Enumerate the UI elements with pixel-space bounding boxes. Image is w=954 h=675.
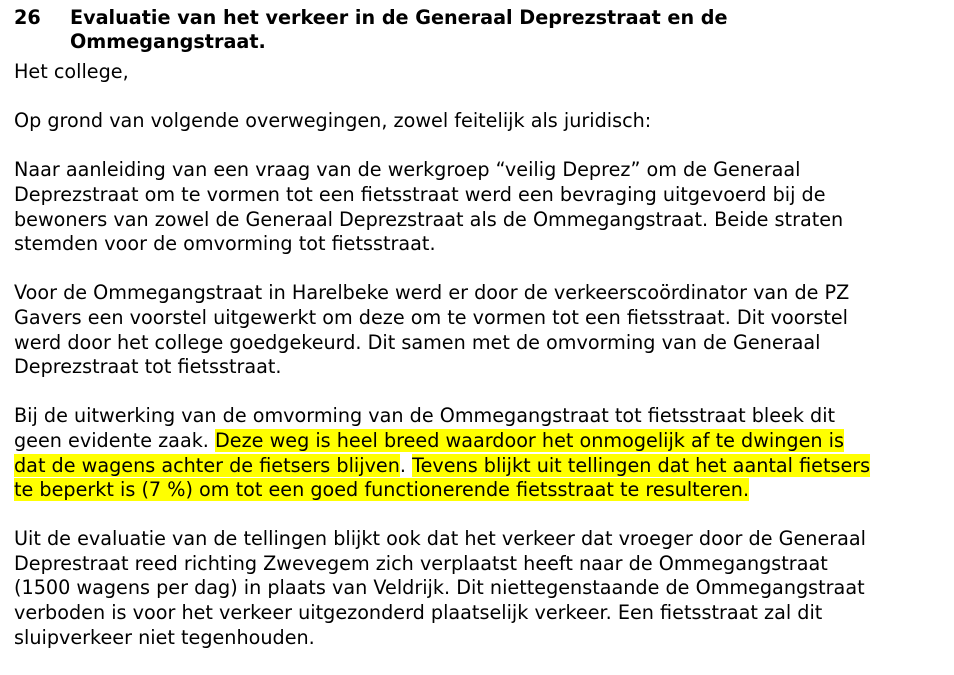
paragraph-elaboration [14, 404, 949, 502]
paragraph-college: Het college, [14, 60, 129, 83]
agenda-item-title: Evaluatie van het verkeer in de Generaal Deprezstraat en de Ommegangstraat. [70, 6, 728, 53]
paragraph-considerations: Op grond van volgende overwegingen, zowel feitelijk als juridisch: [14, 109, 652, 133]
elaboration-text: Bij de uitwerking van de omvorming van de Ommegangstraat tot fietsstraat bleek dit geen evidente zaak. [14, 404, 836, 452]
agenda-item-heading [14, 6, 949, 54]
document-page [14, 6, 949, 675]
highlighted-text-cyclist-count: Tevens blijkt uit tellingen dat het aantal fietsers te beperkt is (7 %) om tot een goed functionerende fietsstraat te resulteren. [14, 453, 871, 502]
highlighted-text-road-width: Deze weg is heel breed waardoor het onmogelijk af te dwingen is dat de wagens achter de fietsers blijven [14, 428, 844, 477]
agenda-item-number: 26 [14, 6, 41, 29]
paragraph-survey: Naar aanleiding van een vraag van de werkgroep “veilig Deprez” om de Generaal Deprezstraat om te vormen tot een fietsstraat werd een bevraging uitgevoerd bij de bewoners van zowel de Generaal Deprezstraat als de Ommegangstraat. Beide straten stemden voor de omvorming tot fietsstraat. [14, 158, 844, 256]
elaboration-separator: . [399, 453, 413, 477]
paragraph-evaluation: Uit de evaluatie van de tellingen blijkt ook dat het verkeer dat vroeger door de Generaal Deprestraat reed richting Zwevegem zich verplaatst heeft naar de Ommegangstraat (1500 wagens per dag) in plaats van Veldrijk. Dit niettegenstaande de Ommegangstraat verboden is voor het verkeer uitgezonderd plaatselijk verkeer. Een fietsstraat zal dit sluipverkeer niet tegenhouden. [14, 527, 867, 649]
paragraph-proposal: Voor de Ommegangstraat in Harelbeke werd er door de verkeerscoördinator van de PZ Gavers een voorstel uitgewerkt om deze om te vormen tot een fietsstraat. Dit voorstel werd door het college goedgekeurd. Dit samen met de omvorming van de Generaal Deprezstraat tot fietsstraat. [14, 281, 850, 379]
